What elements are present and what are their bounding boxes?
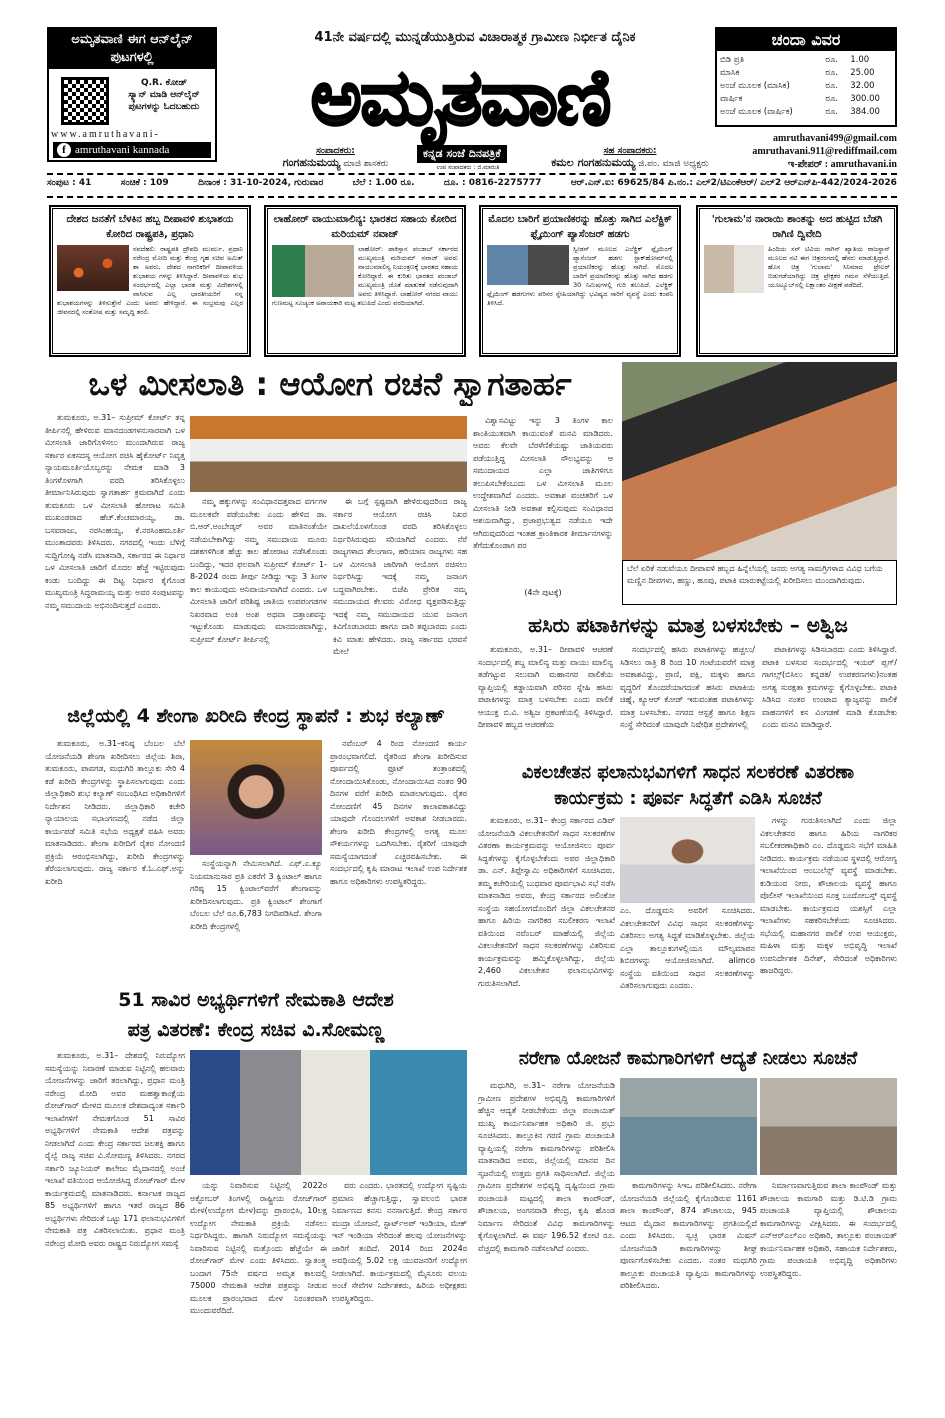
email-link[interactable]: amruthavani.911@rediffmail.com [752,146,897,157]
divider [47,173,897,175]
promo-title: ಅಮೃತವಾಣಿ ಈಗ ಆನ್‌ಲೈನ್ ಪುಟಗಳಲ್ಲಿ [49,29,215,69]
diya-image [57,245,129,291]
story-text: ನಮ್ಮ ಹಕ್ಕುಗಳನ್ನು ಸಂವಿಧಾನದತ್ತವಾದ ವರ್ಗಗಳ ಮೂಲಕವೇ ಪಡೆಯಬೇಕು ಎಂದು ಹೇಳಿದ ಡಾ. ಬಿ.ಆರ್.ಅಂಬೇಡ್ಕರ್ ಅವರ ಮಾತಿನಂತೆಯೇ ನಡೆಯಬೇಕಾಗಿದ್ದು ನಮ್ಮ ಸಮುದಾಯ ಮೂರು ದಶಕಗಳಿಗಿಂತ ಹೆಚ್ಚು ಕಾಲ ಹೋರಾಟ ನಡೆಸಿಕೊಂಡು ಬಂದಿದ್ದು, ಇದರ ಫಲವಾಗಿ ಸುಪ್ರೀಮ್ ಕೋರ್ಟ್ 1-8-2024 ರಂದು ತೀರ್ಪು ನೀಡಿದ್ದು ಇನ್ನು 3 ತಿಂಗಳ ಕಾಲ ಕಾಯುವುದು ಅನಿವಾರ್ಯವಾಗಿದೆ ಎಂದರು. ಒಳ ಮೀಸಲಾತಿ ಜಾರಿಗೆ ಪರಿಶಿಷ್ಟ ಜಾತಿಯ ಉಪಪಂಗಡಗಳ ನಿಖರವಾದ ಅಂಕಿ ಅಂಶ ಅಥವಾ ದತ್ತಾಂಶವನ್ನು ಇಟ್ಟುಕೊಂಡು ಮಾಡುವುದು ಮಾನದಂಡವಾಗಿದ್ದು, ಸುಪ್ರೀಮ್ ಕೋರ್ಟ್ ತೀರ್ಪಿನಲ್ಲಿ [190,497,327,644]
subscription-box [715,27,897,127]
facebook-link[interactable] [53,142,211,158]
rate-label: ಅಂಚೆ ಮೂಲಕ (ಮಾಸಿಕ) [720,81,790,91]
qr-text: ಸ್ಕ್ಯಾನ್ ಮಾಡಿ ಆನ್‌ಲೈನ್ ಪುಟಗಳನ್ನು ಓದಬಹುದು [128,90,200,112]
masthead-subtitle: ಕನ್ನಡ ಸಂಜೆ ದಿನಪತ್ರಿಕೆ [417,145,507,163]
story-text: ಸಂಸ್ಥೆಯನ್ನಾಗಿ ನೇಮಿಸಲಾಗಿದೆ. ಎಫ್.ಎ.ಕ್ಯೂ ನಿಯಮಾನುಸಾರ ಪ್ರತಿ ಎಕರೆಗೆ 3 ಕ್ವಿಂಟಾಲ್ ಹಾಗೂ ಗರಿಷ್ಠ 15 ಕ್ವಿಂಟಾಲ್‌ವರೆಗೆ ಶೇಂಗಾವನ್ನು ಖರೀದಿಸಲಾಗುವುದು. ಪ್ರತಿ ಕ್ವಿಂಟಾಲ್ ಶೇಂಗಾಗೆ ಬೆಂಬಲ ಬೆಲೆ ರೂ.6,783 ನಿಗದಿಪಡಿಸಿದೆ. ಶೇಂಗಾ ಖರೀದಿ ಕೇಂದ್ರಗಳಲ್ಲಿ [190,859,322,931]
story-text-continued: ವಿಕಲಚೇತನರಿಗೆ ವಿವಿಧ ಸಾಧನ ಸಲಕರಣೆಗಳನ್ನು ವಿತರಿಸಲು ಅಗತ್ಯ ಸಿದ್ಧತೆ ಮಾಡಿಕೊಳ್ಳಬೇಕು. ಜಿಲ್ಲೆಯ ಎಲ್ಲಾ ತಾಲ್ಲೂಕುಗಳಲ್ಲಿಯೂ ಮೌಲ್ಯಮಾಪನ ಶಿಬಿರಗಳನ್ನು ಆಯೋಜಿಸಲಾಗಿದೆ. alimco ಸಂಸ್ಥೆಯ ವತಿಯಿಂದ ಸಾಧನ ಸಲಕರಣೆಗಳನ್ನು ವಿತರಿಸಲಾಗುವುದು ಎಂದರು. [620,918,755,990]
rate-currency: ರೂ. [825,94,838,104]
editor-name: ಗಂಗಹನುಮಯ್ಯ [282,156,341,169]
subscription-row [717,93,895,106]
maryam-nawaz-photo [272,245,354,297]
issue-meta [47,178,897,188]
rate-currency: ರೂ. [825,107,838,117]
facebook-icon: f [57,143,71,157]
story-text: ವಿಶ್ವಾಸವಿಟ್ಟು ಇನ್ನು 3 ತಿಂಗಳ ಕಾಲ ಶಾಂತಿಯುತವಾಗಿ ಕಾಯುವಂತೆ ಮನವಿ ಮಾಡಿದರು. ಅವರು ಕೆಲವೇ ಬೆರಳೆಣಿಕೆಯಷ್ಟು ಜಾತಿಯವರು ಪಡೆಯುತ್ತಿದ್ದ ಮೀಸಲಾತಿ ಸೌಲಭ್ಯವನ್ನು ಆ ಸಮುದಾಯದ ಎಲ್ಲಾ ಜಾತಿಗಳಿಗೂ ತಲುಪಿಸಬೇಕೆಂಬುದು ಒಳ ಮೀಸಲಾತಿ ಮೂಲ ಉದ್ದೇಶವಾಗಿದೆ ಎಂದರು. ಅವಕಾಶ ವಂಚಿತರಿಗೆ ಒಳ ಮೀಸಲಾತಿ ನೀಡಿ ಅವಕಾಶ ಕಲ್ಪಿಸುವುದು ಸಂವಿಧಾನದ ಆಶಯವಾಗಿದ್ದು, ಪ್ರಜಾಪ್ರಭುತ್ವದ ನಡೆಯೂ ಇದೇ ಆಗಿರುವುದರಿಂದ ಇಂತಹ ಕ್ರಾಂತಿಕಾರಕ ತೀರ್ಮಾನಗಳನ್ನು ತೆಗೆದುಕೊಂಡಾಗ ಪರ [473,416,613,550]
story-text: ಕಾಮಗಾರಿಗಳನ್ನು ಸಿಇಒ ಪರಿಶೀಲಿಸಿದರು. ನರೇಗಾ ಯೋಜನೆಯಡಿ ಜಿಲ್ಲೆಯಲ್ಲಿ ಕೈಗೊಂಡಿರುವ 1161 ಶಾಲಾ ಕಾಂಪೌಂಡ್, 874 ಶೌಚಾಲಯ, 945 ಆಟದ ಮೈದಾನ ಕಾಮಗಾರಿಗಳನ್ನು ಪ್ರಗತಿಯಲ್ಲಿದೆ ಎಂದು ತಿಳಿಸಿದರು. ಸ್ವಚ್ಛ ಭಾರತ ಮಿಷನ್ ಯೋಜನೆಯಡಿ ಕಾಮಗಾರಿಗಳನ್ನು ಶೀಘ್ರ ಪೂರ್ಣಗೊಳಿಸಬೇಕು ಎಂದರು. ನಂತರ ಮಧುಗಿರಿ ತಾಲ್ಲೂಕು ಪಂಚಾಯತಿ ವ್ಯಾಪ್ತಿಯ ಕಾಮಗಾರಿಗಳನ್ನು ಪರಿಶೀಲಿಸಿದರು. [620,1181,757,1290]
story-text: ಮಧುಗಿರಿ, ಅ.31– ನರೇಗಾ ಯೋಜನೆಯಡಿ ಗ್ರಾಮೀಣ ಪ್ರದೇಶಗಳ ಅಭಿವೃದ್ಧಿ ಕಾಮಗಾರಿಗಳಿಗೆ ಹೆಚ್ಚಿನ ಆದ್ಯತೆ ನೀಡಬೇಕೆಂದು ಜಿಲ್ಲಾ ಪಂಚಾಯತ್ ಮುಖ್ಯ ಕಾರ್ಯನಿರ್ವಾಹಕ ಅಧಿಕಾರಿ ಜಿ. ಪ್ರಭು ಸೂಚಿಸಿದರು. ತಾಲ್ಲೂಕಿನ ಗರಣಿ ಗ್ರಾಮ ಪಂಚಾಯತಿ ವ್ಯಾಪ್ತಿಯಲ್ಲಿ ನರೇಗಾ ಕಾಮಗಾರಿಗಳನ್ನು ಪರಿಶೀಲಿಸಿ ಮಾತನಾಡಿದ ಅವರು, ಜಿಲ್ಲೆಯಲ್ಲಿ ಮಾನವ ದಿನ ಸೃಜನೆಯಲ್ಲಿ ಉತ್ತಮ ಪ್ರಗತಿ ಸಾಧಿಸಲಾಗಿದೆ. ಜಿಲ್ಲೆಯ ಗ್ರಾಮೀಣ ಪ್ರದೇಶಗಳ ಅಭಿವೃದ್ಧಿ ದೃಷ್ಟಿಯಿಂದ ಗ್ರಾಮ ಪಂಚಾಯತಿ ಮಟ್ಟದಲ್ಲಿ ಶಾಲಾ ಕಾಂಪೌಂಡ್, ಶೌಚಾಲಯ, ಅಂಗನವಾಡಿ ಕೇಂದ್ರ, ಕೃಷಿ ಹೊಂಡ ನಿರ್ಮಾಣ ಸೇರಿದಂತೆ ವಿವಿಧ ಕಾಮಗಾರಿಗಳನ್ನು ಕೈಗೊಳ್ಳಲಾಗಿದೆ. ಈ ವರ್ಷ 196.52 ಕೋಟಿ ರೂ. ವೆಚ್ಚದಲ್ಲಿ ಕಾಮಗಾರಿ ನಡೆಸಲಾಗಿದೆ ಎಂದರು. [478,1081,615,1253]
subscription-row [717,106,895,119]
co-editor-note: ಜಿ.ಪಂ. ಮಾಜಿ ಅಧ್ಯಕ್ಷರು [638,159,709,169]
rate-label: ಮಾಸಿಕ [720,68,740,78]
price: ಬೆಲೆ : 1.00 ರೂ. [352,178,415,188]
actress-photo [704,245,764,293]
rozgar-mela-photo [190,1050,467,1175]
story-text: ಯನ್ನು ನಿವಾರಿಸುವ ನಿಟ್ಟಿನಲ್ಲಿ 2022ರ ಅಕ್ಟೋಬರ್ ತಿಂಗಳಲ್ಲಿ ರಾಷ್ಟ್ರೀಯ ರೋಜ್‌ಗಾರ್ ಮೇಳ(ಉದ್ಯೋಗ ಮೇಳ)ವನ್ನು ಪ್ರಾರಂಭಿಸಿ, 10ಲಕ್ಷ ಉದ್ಯೋಗ ನೇಮಕಾತಿ ಪ್ರಕ್ರಿಯೆ ನಡೆಸಲು ನಿರ್ಧರಿಸಿದ್ದರು. ಹಾಗಾಗಿ ನಿರುದ್ಯೋಗ ಸಮಸ್ಯೆಯನ್ನು ನಿವಾರಿಸುವ ನಿಟ್ಟಿನಲ್ಲಿ ಮತ್ತೊಂದು ಹೆಜ್ಜೆಯೇ ಈ ರೋಜ್‌ಗಾರ್ ಮೇಳ ಎಂದು ತಿಳಿಸಿದರು. ಸ್ವಾತಂತ್ರ್ಯ ಬಂದಾಗ 75ನೇ ವರ್ಷದ ಅಮೃತ ಕಾಲದಲ್ಲಿ 75000 ನೇಮಕಾತಿ ಆದೇಶ ಪತ್ರವನ್ನು ನೀಡುವ ಮೂಲಕ ಪ್ರಾರಂಭವಾದ ಮೇಳ ನಿರಂತರವಾಗಿ ಮುಂದುವರೆದಿದೆ. [190,1181,327,1315]
epaper-link[interactable]: ಇ-ಪೇಪರ್ : amruthavani.in [787,159,897,170]
co-editor-info [540,145,720,170]
ferry-photo [487,245,569,285]
subscription-row [717,54,895,67]
top-story-box[interactable] [265,206,465,356]
top-story-body: ಲಾಹೋರ್: ಪಾಕಿಸ್ತಾನ ಪಂಜಾಬ್ ಸರ್ಕಾರದ ಮುಖ್ಯಮಂತ್ರಿ ಮರಿಯಮ್ ನವಾಜ್ ಅವರು ವಾಯುಮಾಲಿನ್ಯ ನಿಯಂತ್ರಣಕ್ಕೆ ಭಾರತದ ಸಹಾಯ ಕೋರಿದ್ದಾರೆ. ಈ ಕುರಿತು ಭಾರತದ ಪಂಜಾಬ್ ಮುಖ್ಯಮಂತ್ರಿ ಜೊತೆ ಮಾತುಕತೆ ನಡೆಸುವುದಾಗಿ ಅವರು ತಿಳಿಸಿದ್ದಾರೆ. ಲಾಹೋರ್ ನಗರದ ವಾಯು ಗುಣಮಟ್ಟ ಸೂಚ್ಯಂಕ ಅಪಾಯಕಾರಿ ಮಟ್ಟ ತಲುಪಿದೆ ಎಂದು ವರದಿಯಾಗಿದೆ. [272,245,458,307]
newspaper-logo: ಅಮೃತವಾಣಿ [310,53,610,143]
top-story-body: ಹಿಂದಿಯ ಸನ್ ಟಿವಿಯ ನಾಗಿನ್ ಖ್ಯಾತಿಯ ರಾಜಸ್ಥಾನ್ ಮೂಲದ ನಟಿ ಈಗ ಚಿತ್ರರಂಗದಲ್ಲಿ ಹೆಸರು ಮಾಡುತ್ತಿದ್ದಾರೆ. ಹೊಸ ಚಿತ್ರ 'ಗುಲಾಮ' ಸಿನಿಮಾದ ಟ್ರೇಲರ್ ಬಿಡುಗಡೆಯಾಗಿದ್ದು ಚಿತ್ರ ಪ್ರೇಕ್ಷಕರ ಗಮನ ಸೆಳೆಯುತ್ತಿದೆ. ಯೂಟ್ಯೂಬ್‌ನಲ್ಲಿ ಲಕ್ಷಾಂತರ ವೀಕ್ಷಣೆ ಪಡೆದಿದೆ. [768,245,890,289]
top-story-body: ನವದೆಹಲಿ: ರಾಷ್ಟ್ರಪತಿ ದ್ರೌಪದಿ ಮುರ್ಮು, ಪ್ರಧಾನಿ ನರೇಂದ್ರ ಮೋದಿ ಮತ್ತು ಕೇಂದ್ರ ಗೃಹ ಸಚಿವ ಅಮಿತ್ ಶಾ ಅವರು, ದೇಶದ ನಾಗರಿಕರಿಗೆ ದೀಪಾವಳಿಯ ಶುಭಾಶಯ ಗಳನ್ನು ತಿಳಿಸಿದ್ದಾರೆ. ದೀಪಾವಳಿಯ ಶುಭ ಸಂದರ್ಭದಲ್ಲಿ ಎಲ್ಲಾ ಭಾರತ ಮತ್ತು ವಿದೇಶಗಳಲ್ಲಿ ವಾಸಿಸುವ ಎಲ್ಲ ಭಾರತೀಯರಿಗೆ ನನ್ನ ಶುಭಾಶಯಗಳನ್ನು ತಿಳಿಸುತ್ತೇನೆ ಎಂದು ಅವರು ಹೇಳಿದ್ದಾರೆ. ಈ ಸಂಭ್ರಮವು ಎಲ್ಲರ ಜೀವನದಲ್ಲಿ ಸಂತೋಷ ಮತ್ತು ಸಮೃದ್ಧಿ ತರಲಿ. [57,245,243,316]
story-headline[interactable]: ಹಸಿರು ಪಟಾಕಿಗಳನ್ನು ಮಾತ್ರ ಬಳಸಬೇಕು – ಅಶ್ವಿಜ [528,613,848,637]
story-headline[interactable]: ಜಿಲ್ಲೆಯಲ್ಲಿ 4 ಶೇಂಗಾ ಖರೀದಿ ಕೇಂದ್ರ ಸ್ಥಾಪನೆ : ಶುಭ ಕಲ್ಯಾಣ್ [67,705,445,727]
top-story-box[interactable] [697,206,897,356]
top-story-title: ಮೊದಲ ಬಾರಿಗೆ ಪ್ರಯಾಣಿಕರನ್ನು ಹೊತ್ತು ಸಾಗಿದ ಎಲೆಕ್ಟ್ರಿಕ್ ಫ್ಲೈಯಿಂಗ್ ಪ್ಯಾಸೆಂಜರ್ ಹಡಗು [488,214,672,240]
rate-amount: 32.00 [850,81,875,91]
rate-amount: 1.00 [850,55,870,65]
story-text: ತುಮಕೂರು, ಅ.31– ದೀಪಾವಳಿ ಆಚರಣೆ ಸಂದರ್ಭದಲ್ಲಿ ಶಬ್ದ ಮಾಲಿನ್ಯ ಮತ್ತು ವಾಯು ಮಾಲಿನ್ಯ ತಡೆಗಟ್ಟುವ ಸಲುವಾಗಿ ಮಹಾನಗರ ಪಾಲಿಕೆಯ ವ್ಯಾಪ್ತಿಯಲ್ಲಿ ಕಡ್ಡಾಯವಾಗಿ ಪರಿಸರ ಸ್ನೇಹಿ ಹಸಿರು ಪಟಾಕಿಗಳನ್ನು ಮಾತ್ರ ಬಳಸಬೇಕು ಎಂದು ಪಾಲಿಕೆ ಆಯುಕ್ತ ಬಿ.ವಿ. ಅಶ್ವಿಜ ಪ್ರಕಟಣೆಯಲ್ಲಿ ತಿಳಿಸಿದ್ದಾರೆ. ದೀಪಾವಳಿ ಹಬ್ಬದ ಆಚರಣೆಯ [478,645,613,729]
qr-code-icon[interactable] [61,77,109,125]
date: ದಿನಾಂಕ : 31-10-2024, ಗುರುವಾರ [198,178,324,188]
story-text: ನವೆಂಬರ್ 4 ರಿಂದ ನೋಂದಣಿ ಕಾರ್ಯ ಪ್ರಾರಂಭವಾಗಲಿದೆ. ರೈತರಿಂದ ಶೇಂಗಾ ಖರೀದಿಸುವ ಪೂರ್ವದಲ್ಲಿ ಫ್ರೂಟ್ ತಂತ್ರಾಂಶದಲ್ಲಿ ನೋಂದಾಯಿಸಿಕೊಂಡು, ನೋಂದಾಯಿಸಿದ ನಂತರ 90 ದಿನಗಳ ವರೆಗೆ ಖರೀದಿ ಮಾಡಲಾಗುವುದು. ರೈತರ ನೋಂದಣಿಗೆ 45 ದಿನಗಳ ಕಾಲಾವಕಾಶವಿದ್ದು ಯಾವುದೇ ಗೊಂದಲಗಳಿಗೆ ಅವಕಾಶ ನೀಡಬಾರದು. ಶೇಂಗಾ ಖರೀದಿ ಕೇಂದ್ರಗಳಲ್ಲಿ ಅಗತ್ಯ ಮೂಲ ಸೌಕರ್ಯಗಳನ್ನು ಒದಗಿಸಬೇಕು. ರೈತರಿಗೆ ಯಾವುದೇ ಸಮಸ್ಯೆಯಾಗದಂತೆ ಎಚ್ಚರವಹಿಸಬೇಕು. ಈ ಸಂದರ್ಭದಲ್ಲಿ ಕೃಷಿ ಮಾರಾಟ ಇಲಾಖೆ ಉಪ ನಿರ್ದೇಶಕ ಹಾಗೂ ಅಧಿಕಾರಿಗಳು ಉಪಸ್ಥಿತರಿದ್ದರು. [330,739,467,886]
story-text: ಈ ಬಗ್ಗೆ ಸ್ಪಷ್ಟವಾಗಿ ಹೇಳಿರುವುದರಿಂದ ರಾಜ್ಯ ಸರ್ಕಾರ ಆಯೋಗ ರಚಿಸಿ ನಿಖರ ದಾಖಲೆಯೊಳಗೊಂಡ ವರದಿ ತರಿಸಿಕೊಳ್ಳಲು ನಿರ್ಧರಿಸಿರುವುದು ಸರಿಯಾಗಿದೆ ಎಂದರು. ನೆರೆ ರಾಜ್ಯಗಳಾದ ತೆಲಂಗಾಣ, ಹರಿಯಾಣ ರಾಜ್ಯಗಳು ಸಹ ಒಳ ಮೀಸಲಾತಿ ಜಾರಿಗಾಗಿ ಆಯೋಗ ರಚಿಸಲು ನಿರ್ಧರಿಸಿದ್ದು ಇದಕ್ಕೆ ನಮ್ಮ ಜನಾಂಗ ಬದ್ಧವಾಗಿರಬೇಕು. ಬಿಜೆಪಿ ಪ್ರೇರಿತ ನಮ್ಮ ಸಮುದಾಯದ ಕೆಲವರು ವಿರೋಧ ವ್ಯಕ್ತಪಡಿಸುತ್ತಿದ್ದು ಇದಕ್ಕೆ ನಮ್ಮ ಸಮುದಾಯದ ಯುವ ಜನಾಂಗ ಕಿವಿಗೊಡಬಾರದು ಹಾಗೂ ದಾರಿ ತಪ್ಪಬಾರದು ಎಂದು ಕಿವಿ ಮಾತು ಹೇಳಿದರು. ರಾಜ್ಯ ಸರ್ಕಾರದ ಭರವಸೆ ಮೇಲೆ [333,497,467,656]
rate-amount: 25.00 [850,68,875,78]
top-story-title: ಲಾಹೋರ್ ವಾಯುಮಾಲಿನ್ಯ: ಭಾರತದ ಸಹಾಯ ಕೋರಿದ ಮರಿಯಮ್ ನವಾಜ್ [273,214,457,240]
rate-label: ಬಿಡಿ ಪ್ರತಿ [720,55,745,65]
facebook-handle: amruthavani kannada [75,144,170,156]
press-meet-photo [190,416,467,492]
editor-note: ಮಾಜಿ ಶಾಸಕರು [343,159,389,169]
rate-currency: ರೂ. [825,81,838,91]
story-headline[interactable]: ಒಳ ಮೀಸಲಾತಿ : ಆಯೋಗ ರಚನೆ ಸ್ವಾಗತಾರ್ಹ [88,365,572,403]
story-headline-line2[interactable]: ಕಾರ್ಯಕ್ರಮ : ಪೂರ್ವ ಸಿದ್ಧತೆಗೆ ಎಡಿಸಿ ಸೂಚನೆ [554,788,822,809]
story-headline[interactable]: ವಿಕಲಚೇತನ ಫಲಾನುಭವಿಗಳಿಗೆ ಸಾಧನ ಸಲಕರಣೆ ವಿತರಣಾ [521,762,855,783]
top-story-box[interactable] [50,206,250,356]
rate-label: ಅಂಚೆ ಮೂಲಕ (ವಾರ್ಷಿಕ) [720,107,793,117]
email-link[interactable]: amruthavani499@gmail.com [772,133,897,144]
subscription-title: ಚಂದಾ ವಿವರ [717,29,895,51]
sub-editor: ಉಪ ಸಂಪಾದಕರು : ಜಿ.ಮಾರುತಿ [436,164,500,171]
rate-currency: ರೂ. [825,68,838,78]
registration: ಆರ್.ಎನ್.ಐ: 69625/84 ಪಿ.ನಂ.: ಎಲ್2/ಟಿಎಂಕೆಆರ್/ ಎಲ್2 ಆರ್‌ಎನ್‌ಪಿ-442/2024-2026 [570,178,897,188]
nrega-site-photo [620,1078,757,1175]
co-editor-label: ಸಹ ಸಂಪಾದಕರು: [603,146,657,156]
top-story-box[interactable] [480,206,680,356]
continued-note: (4ನೇ ಪುಟಕ್ಕೆ) [524,588,562,597]
story-text: ನಿರ್ಮಾಣವಾಗುತ್ತಿರುವ ಶಾಲಾ ಕಾಂಪೌಂಡ್ ಮತ್ತು ಶೌಚಾಲಯ ಕಾಮಗಾರಿ ಮತ್ತು ಡಿ.ಟಿ.ಡಿ ಗ್ರಾಮ ಪಂಚಾಯತಿ ವ್ಯಾಪ್ತಿಯಲ್ಲಿ ಶೌಚಾಲಯ ಕಾಮಗಾರಿಗಳನ್ನು ವೀಕ್ಷಿಸಿದರು. ಈ ಸಂದರ್ಭದಲ್ಲಿ ಎನ್‌ಆರ್‌ಎಲ್‌ಎಂ ಅಧಿಕಾರಿ, ತಾಲ್ಲೂಕು ಪಂಚಾಯತ್ ಕಾರ್ಯನಿರ್ವಾಹಕ ಅಧಿಕಾರಿ, ಸಹಾಯಕ ನಿರ್ದೇಶಕರು, ಗ್ರಾಮ ಪಂಚಾಯತಿ ಅಭಿವೃದ್ಧಿ ಅಧಿಕಾರಿಗಳು ಉಪಸ್ಥಿತರಿದ್ದರು. [760,1181,897,1278]
editor-info [258,145,413,170]
masthead-tagline: 41ನೇ ವರ್ಷದಲ್ಲಿ ಮುನ್ನಡೆಯುತ್ತಿರುವ ವಿಚಾರಾತ್ಮಕ ಗ್ರಾಮೀಣ ನಿರ್ಭೀತ ದೈನಿಕ [314,30,636,45]
issue: ಸಂಚಿಕೆ : 109 [120,178,169,188]
story-text: ತುಮಕೂರು, ಅ.31– ದೇಶದಲ್ಲಿ ನಿರುದ್ಯೋಗ ಸಮಸ್ಯೆಯನ್ನು ನಿವಾರಣೆ ಮಾಡುವ ನಿಟ್ಟಿನಲ್ಲಿ ಹಲವಾರು ಯೋಜನೆಗಳನ್ನು ಜಾರಿಗೆ ತರಲಾಗಿದ್ದು, ಪ್ರಧಾನ ಮಂತ್ರಿ ನರೇಂದ್ರ ಮೋದಿ ಅವರ ಮಹತ್ವಾಕಾಂಕ್ಷೆಯ ರೋಜ್‌ಗಾರ್ ಮೇಳದ ಮೂಲಕ ದೇಶದಾದ್ಯಂತ ಸರ್ಕಾರಿ ಇಲಾಖೆಗಳಿಗೆ ನೇಮಕಗೊಂಡ 51 ಸಾವಿರ ಅಭ್ಯರ್ಥಿಗಳಿಗೆ ನೇಮಕಾತಿ ಆದೇಶ ಪತ್ರವನ್ನು ನೀಡಲಾಗಿದೆ ಎಂದು ಕೇಂದ್ರ ಸರ್ಕಾರದ ಜಲಶಕ್ತಿ ಹಾಗೂ ರೈಲ್ವೆ ರಾಜ್ಯ ಸಚಿವ ವಿ.ಸೋಮಣ್ಣ ತಿಳಿಸಿದರು. ನಗರದ ಸರ್ಕಾರಿ ಜ್ಯೂನಿಯರ್ ಕಾಲೇಜು ಮೈದಾನದಲ್ಲಿ ಅಂಚೆ ಇಲಾಖೆ ವತಿಯಿಂದ ಆಯೋಜಿಸಿದ್ದ ರೋಜ್‌ಗಾರ್ ಮೇಳ ಕಾರ್ಯಕ್ರಮದಲ್ಲಿ ಮಾತನಾಡಿದರು. ಕರ್ನಾಟಕ ರಾಜ್ಯದ 85 ಅಭ್ಯರ್ಥಿಗಳಿಗೆ ಹಾಗೂ ಇತರೆ ರಾಜ್ಯದ 86 ಅಭ್ಯರ್ಥಿಗಳು ಸೇರಿದಂತೆ ಒಟ್ಟು 171 ಫಲಾನುಭವಿಗಳಿಗೆ ನೇಮಕಾತಿ ಪತ್ರ ವಿತರಿಸಲಾಯಿತು. ಪ್ರಧಾನ ಮಂತ್ರಿ ನರೇಂದ್ರ ಮೋದಿ ಅವರು ರಾಷ್ಟ್ರದ ನಿರುದ್ಯೋಗ ಸಮಸ್ಯೆ [45,1051,185,1248]
qr-label: Q.R. ಕೋಡ್ [140,78,188,88]
diwali-market-photo [622,362,897,560]
contact-info [752,132,897,171]
story-headline[interactable]: ನರೇಗಾ ಯೋಜನೆ ಕಾಮಗಾರಿಗಳಿಗೆ ಆದ್ಯತೆ ನೀಡಲು ಸೂಚನೆ [518,1048,858,1069]
story-text: ಗಳನ್ನು ಗುರುತಿಸಲಾಗಿದೆ ಎಂದು ಜಿಲ್ಲಾ ವಿಕಲಚೇತನರ ಹಾಗೂ ಹಿರಿಯ ನಾಗರಿಕರ ಸಬಲೀಕರಣಾಧಿಕಾರಿ ಎಂ. ದೊಡ್ಡಮನಿ ಸಭೆಗೆ ಮಾಹಿತಿ ನೀಡಿದರು. ಕಾರ್ಯಕ್ರಮ ನಡೆಯುವ ಸ್ಥಳದಲ್ಲಿ ಆರೋಗ್ಯ ಇಲಾಖೆಯಿಂದ ಆಂಬುಲೆನ್ಸ್ ವ್ಯವಸ್ಥೆ ಮಾಡಬೇಕು. ಕುಡಿಯುವ ನೀರು, ಶೌಚಾಲಯ ವ್ಯವಸ್ಥೆ ಹಾಗೂ ಪೊಲೀಸ್ ಇಲಾಖೆಯಿಂದ ಸೂಕ್ತ ಬಂದೋಬಸ್ತ್ ವ್ಯವಸ್ಥೆ ಮಾಡಬೇಕು. ಕಾರ್ಯಕ್ರಮದ ಯಶಸ್ಸಿಗೆ ಎಲ್ಲಾ ಇಲಾಖೆಗಳು ಸಹಕರಿಸಬೇಕೆಂದು ಸೂಚಿಸಿದರು. ಸಭೆಯಲ್ಲಿ ಮಹಾನಗರ ಪಾಲಿಕೆ ಉಪ ಆಯುಕ್ತರು, ಮಹಿಳಾ ಮತ್ತು ಮಕ್ಕಳ ಅಭಿವೃದ್ಧಿ ಇಲಾಖೆ ಉಪನಿರ್ದೇಶಕ ದಿನೇಶ್, ಸೇರಿದಂತೆ ಅಧಿಕಾರಿಗಳು ಹಾಜರಿದ್ದರು. [760,816,897,975]
story-text: ತುಮಕೂರು, ಅ.31– ಕೇಂದ್ರ ಸರ್ಕಾರದ ಎಡಿಪ್ ಯೋಜನೆಯಡಿ ವಿಕಲಚೇತನರಿಗೆ ಸಾಧನ ಸಲಕರಣೆಗಳ ವಿತರಣಾ ಕಾರ್ಯಕ್ರಮವನ್ನು ಆಯೋಜಿಸಲು ಪೂರ್ವ ಸಿದ್ಧತೆಗಳನ್ನು ಕೈಗೊಳ್ಳಬೇಕೆಂದು ಅಪರ ಜಿಲ್ಲಾಧಿಕಾರಿ ಡಾ. ಎನ್. ತಿಪ್ಪೇಸ್ವಾಮಿ ಅಧಿಕಾರಿಗಳಿಗೆ ಸೂಚಿಸಿದರು. ತಮ್ಮ ಕಚೇರಿಯಲ್ಲಿ ಬುಧವಾರ ಪೂರ್ವಭಾವಿ ಸಭೆ ನಡೆಸಿ ಮಾತನಾಡಿದ ಅವರು, ಕೇಂದ್ರ ಸರ್ಕಾರದ ಅಲಿಂಕೋ ಸಂಸ್ಥೆಯ ಸಹಯೋಗದೊಂದಿಗೆ ಜಿಲ್ಲಾ ವಿಕಲಚೇತನರ ಹಾಗೂ ಹಿರಿಯ ನಾಗರಿಕರ ಸಬಲೀಕರಣ ಇಲಾಖೆ ವತಿಯಿಂದ ನವೆಂಬರ್ ಮಾಹೆಯಲ್ಲಿ ಜಿಲ್ಲೆಯ ವಿಕಲಚೇತನರಿಗೆ ಸಾಧನ ಸಲಕರಣೆಗಳನ್ನು ವಿತರಿಸುವ ಕಾರ್ಯಕ್ರಮವನ್ನು ಹಮ್ಮಿಕೊಳ್ಳಲಾಗಿದ್ದು, ಜಿಲ್ಲೆಯ 2,460 ವಿಕಲಚೇತನ ಫಲಾನುಭವಿಗಳನ್ನು ಗುರುತಿಸಲಾಗಿದೆ. [478,816,615,988]
divider [47,196,897,198]
rate-label: ವಾರ್ಷಿಕ [720,94,743,104]
editor-label: ಸಂಪಾದಕರು: [316,146,355,156]
volume: ಸಂಪುಟ : 41 [47,178,92,188]
story-text: ಪಟಾಕಿಗಳನ್ನು ಸಿಡಿಸಬಾರದು ಎಂದು ತಿಳಿಸಿದ್ದಾರೆ. ಪಟಾಕಿ ಬಳಸುವ ಸಂದರ್ಭದಲ್ಲಿ ಇಯರ್ ಪ್ಲಗ್/ಗಾಗಲ್ಸ್(ಬಿಸಿಲು ಕನ್ನಡಕ/ ಉಪಕರಣಗಳು)ನಂತಹ ಅಗತ್ಯ ಸುರಕ್ಷತಾ ಕ್ರಮಗಳನ್ನು ಕೈಗೊಳ್ಳಬೇಕು. ಪಟಾಕಿ ಸಿಡಿಸಿದ ನಂತರ ಉಂಟಾದ ತ್ಯಾಜ್ಯವನ್ನು ಪಾಲಿಕೆ ವಾಹನಗಳಿಗೆ ಕಸ ವಿಂಗಡಣೆ ಮಾಡಿ ಕೊಡಬೇಕು ಎಂದು ಮನವಿ ಮಾಡಿದ್ದಾರೆ. [762,645,897,729]
subscription-row [717,80,895,93]
top-story-title: 'ಗುಲಾಮ'ನ ನಾರಾಯಿ ಶಾಂತನ್ನು ಅದ ಹುಟ್ಟಿದ ಬೆಡಗಿ ರಾಗಿಣಿ ದ್ವಿವೇದಿ [711,214,883,240]
rate-amount: 300.00 [850,94,880,104]
top-story-title: ದೇಶದ ಜನತೆಗೆ ಬೆಳಕಿನ ಹಬ್ಬ ದೀಪಾವಳಿ ಶುಭಾಶಯ ಕೋರಿದ ರಾಷ್ಟ್ರಪತಿ, ಪ್ರಧಾನಿ [66,214,234,240]
co-editor-name: ಕಮಲ ಗಂಗಹನುಮಯ್ಯ [551,156,636,169]
rate-amount: 384.00 [850,107,880,117]
story-text: ಸಂದರ್ಭದಲ್ಲಿ ಹಸಿರು ಪಟಾಕಿಗಳನ್ನು ಹಚ್ಚಲು/ಸಿಡಿಸಲು ರಾತ್ರಿ 8 ರಿಂದ 10 ಗಂಟೆಯವರೆಗೆ ಮಾತ್ರ ಅವಕಾಶವಿದ್ದು, ಪ್ರಾಣಿ, ಪಕ್ಷಿ, ಮಕ್ಕಳು ಹಾಗೂ ವೃದ್ಧರಿಗೆ ತೊಂದರೆಯಾಗದಂತೆ ಹಸಿರು ಪಟಾಕಿಯ ಚಿಹ್ನೆ, ಕ್ಯೂಆರ್ ಕೋಡ್ ಇರುವಂತಹ ಪಟಾಕಿಗಳನ್ನು ಮಾತ್ರ ಬಳಸಬೇಕು. ನಗರದ ಆಸ್ಪತ್ರೆ ಹಾಗೂ ಶಿಕ್ಷಣ ಸಂಸ್ಥೆ ಸೇರಿದಂತೆ ಯಾವುದೇ ನಿಷೇಧಿತ ಪ್ರದೇಶಗಳಲ್ಲಿ [620,645,755,729]
subscription-table [717,54,895,119]
story-headline[interactable]: 51 ಸಾವಿರ ಅಭ್ಯರ್ಥಿಗಳಿಗೆ ನೇಮಕಾತಿ ಆದೇಶ [118,989,394,1011]
story-headline-line2[interactable]: ಪತ್ರ ವಿತರಣೆ: ಕೇಂದ್ರ ಸಚಿವ ವಿ.ಸೋಮಣ್ಣ [127,1019,385,1041]
story-text: ವರು ಎಂದರು. ಭಾರತದಲ್ಲಿ ಉದ್ಯೋಗ ಸೃಷ್ಟಿಯ ಪ್ರಮಾಣ ಹೆಚ್ಚಾಗುತ್ತಿದ್ದು, ಸ್ವಾವಲಂಬಿ ಭಾರತ ನಿರ್ಮಾಣದ ಕನಸು ನನಸಾಗುತ್ತಿದೆ. ಕೇಂದ್ರ ಸರ್ಕಾರ ಮುದ್ರಾ ಯೋಜನೆ, ಸ್ಟಾರ್ಟ್‌ಅಪ್ ಇಂಡಿಯಾ, ಮೇಕ್ ಇನ್ ಇಂಡಿಯಾ ಸೇರಿದಂತೆ ಹಲವು ಯೋಜನೆಗಳನ್ನು ಜಾರಿಗೆ ತಂದಿದೆ. 2014 ರಿಂದ 2024ರ ಅವಧಿಯಲ್ಲಿ 5.02 ಲಕ್ಷ ಯುವಜನರಿಗೆ ಉದ್ಯೋಗ ನೀಡಲಾಗಿದೆ. ಕಾರ್ಯಕ್ರಮದಲ್ಲಿ ಮೈಸೂರು ವಲಯ ಅಂಚೆ ಸೇವೆಗಳ ನಿರ್ದೇಶಕರು, ಹಿರಿಯ ಅಧೀಕ್ಷಕರು ಉಪಸ್ಥಿತರಿದ್ದರು. [332,1181,467,1303]
phone: ದೂ. : 0816-2275777 [443,178,542,188]
story-text [620,905,755,1060]
adc-meeting-photo [620,817,755,903]
subscription-row [717,67,895,80]
top-story-body: ಸ್ವೀಡನ್ ಮೂಲದ ಎಲೆಕ್ಟ್ರಿಕ್ ಫ್ಲೈಯಿಂಗ್ ಪ್ಯಾಸೆಂಜರ್ ಹಡಗು ಸ್ಟಾಕ್‌ಹೋಮ್‌ನಲ್ಲಿ ಪ್ರಯಾಣಿಕರನ್ನು ಹೊತ್ತು ಸಾಗಿದೆ. ಮೊದಲ ಬಾರಿಗೆ ಪ್ರಯಾಣಿಕರನ್ನು ಹೊತ್ತು ಸಾಗಿದ ಹಡಗು 30 ನಿಮಿಷಗಳಲ್ಲಿ ಗುರಿ ತಲುಪಿದೆ. ಎಲೆಕ್ಟ್ರಿಕ್ ಫ್ಲೈಯಿಂಗ್ ಹಡಗುಗಳು ಪರಿಸರ ಸ್ನೇಹಿಯಾಗಿದ್ದು ಭವಿಷ್ಯದ ಸಾರಿಗೆ ವ್ಯವಸ್ಥೆ ಎಂದು ಕಂಪನಿ ತಿಳಿಸಿದೆ. [487,245,673,307]
story-text: ತುಮಕೂರು, ಅ.31–ಕನಿಷ್ಠ ಬೆಂಬಲ ಬೆಲೆ ಯೋಜನೆಯಡಿ ಶೇಂಗಾ ಖರೀದಿಸಲು ಜಿಲ್ಲೆಯ ಶಿರಾ, ತುಮಕೂರು, ಪಾವಗಡ, ಮಧುಗಿರಿ ತಾಲ್ಲೂಕು ಸೇರಿ 4 ಕಡೆ ಖರೀದಿ ಕೇಂದ್ರಗಳನ್ನು ಸ್ಥಾಪಿಸಲಾಗುವುದು ಎಂದು ಜಿಲ್ಲಾಧಿಕಾರಿ ಶುಭ ಕಲ್ಯಾಣ್ ಸಂಬಂಧಿಸಿದ ಅಧಿಕಾರಿಗಳಿಗೆ ನಿರ್ದೇಶನ ನೀಡಿದರು. ಜಿಲ್ಲಾಧಿಕಾರಿ ಕಚೇರಿ ನ್ಯಾಯಾಲಯ ಸಭಾಂಗಣದಲ್ಲಿ ನಡೆದ ಜಿಲ್ಲಾ ಕಾರ್ಯಪಡೆ ಸಮಿತಿ ಸಭೆಯ ಅಧ್ಯಕ್ಷತೆ ವಹಿಸಿ ಅವರು ಮಾತನಾಡಿದರು. ಶೇಂಗಾ ಖರೀದಿಗೆ ರೈತರ ನೋಂದಣಿ ಪ್ರಕ್ರಿಯೆ ಆರಂಭಿಸಲಾಗಿದ್ದು, ಖರೀದಿ ಕೇಂದ್ರಗಳನ್ನು ತೆರೆಯಲಾಗುವುದು. ರಾಜ್ಯ ಸರ್ಕಾರ ಕೆ.ಓ.ಎಫ್.ಅನ್ನು ಖರೀದಿ [45,739,185,886]
online-edition-promo [47,27,217,162]
website-link[interactable]: www.amruthavani- [51,129,160,140]
nrega-inspection-photo [760,1078,897,1175]
photo-caption: ಬೆಲೆ ಏರಿಕೆ ನಡುವೆಯೂ ದೀಪಾವಳಿ ಹಬ್ಬದ ಹಿನ್ನೆಲೆಯಲ್ಲಿ ಜನರು ಅಗತ್ಯ ಸಾಮಗ್ರಿಗಳಾದ ವಿವಿಧ ಬಗೆಯ ಮಣ್ಣಿನ ದೀಪಗಳು, ಹಣ್ಣು, ಹೂವು, ಪಟಾಕಿ ಮಾರುಕಟ್ಟೆಯಲ್ಲಿ ಖರೀದಿಸಲು ಮುಂದಾಗಿರುವುದು. [622,560,897,605]
deputy-commissioner-photo [190,740,322,855]
story-text: ತುಮಕೂರು, ಅ.31– ಸುಪ್ರೀಮ್ ಕೋರ್ಟ್ ತನ್ನ ತೀರ್ಪಿನಲ್ಲಿ ಹೇಳಿರುವ ಮಾನದಂಡಗಳನುಸಾರವಾಗಿ ಒಳ ಮೀಸಲಾತಿ ಜಾರಿಗೊಳಿಸಲು ಮುಂದಾಗಿರುವ ರಾಜ್ಯ ಸರ್ಕಾರ ಏಕಸದಸ್ಯ ಆಯೋಗ ರಚಿಸಿ ಹೈಕೋರ್ಟ್ ನಿವೃತ್ತ ನ್ಯಾಯಮೂರ್ತಿಯೊಬ್ಬರನ್ನು ನೇಮಕ ಮಾಡಿ 3 ತಿಂಗಳೊಳಗಾಗಿ ವರದಿ ತರಿಸಿಕೊಳ್ಳಲು ತೀರ್ಮಾನಿಸಿರುವುದು ಸ್ವಾಗತಾರ್ಹ ಕ್ರಮವಾಗಿದೆ ಎಂದು ತುಮಕೂರು ಒಳ ಮೀಸಲಾತಿ ಹೋರಾಟ ಸಮಿತಿ ಮುಖಂಡರಾದ ಹೆಚ್.ಕೆಂಚಮಾರಯ್ಯ, ಡಾ. ಬಸವರಾಜು, ನರಸಿಂಹಯ್ಯ, ಕೆ.ನರಸಿಂಹಮೂರ್ತಿ ಮುಂತಾದವರು ತಿಳಿಸಿದರು. ನಗರದಲ್ಲಿ ಇಂದು ಬೆಳಿಗ್ಗೆ ಸುದ್ದಿಗೋಷ್ಠಿ ನಡೆಸಿ ಮಾತನಾಡಿ, ಸರ್ಕಾರದ ಈ ನಿರ್ಧಾರ ಒಳ ಮೀಸಲಾತಿ ಜಾರಿಗೆ ಮೊದಲ ಹೆಜ್ಜೆ ಇಟ್ಟಿರುವುದು ಕಂಡು ಬಂದಿದ್ದು ಈ ದಿಟ್ಟ ನಿರ್ಧಾರ ಕೈಗೊಂಡ ಮುಖ್ಯಮಂತ್ರಿ ಸಿದ್ದರಾಮಯ್ಯ ಮತ್ತು ಅವರ ಸಂಪುಟವನ್ನು ನಮ್ಮ ಸಮುದಾಯ ಅಭಿನಂದಿಸುತ್ತದೆ ಎಂದರು. [45,413,185,610]
photo-caption: ಎಂ. ದೊಡ್ಡಮನಿ ಅವರಿಗೆ ಸೂಚಿಸಿದರು. [620,906,755,915]
rate-currency: ರೂ. [825,55,838,65]
